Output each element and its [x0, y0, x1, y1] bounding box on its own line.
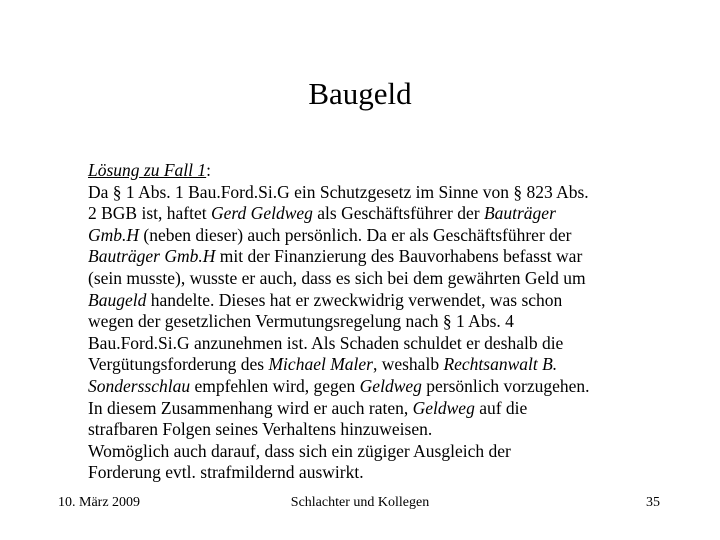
footer-author: Schlachter und Kollegen	[290, 495, 430, 510]
body-line	[88, 462, 688, 484]
emphasized-text: Lösung zu Fall 1	[88, 160, 207, 180]
footer-page-number: 35	[646, 495, 660, 510]
emphasized-text: Bauträger Gmb.H	[88, 246, 216, 267]
emphasized-text: Baugeld	[88, 289, 147, 310]
emphasized-text: Michael Maler	[268, 354, 373, 375]
body-line	[88, 354, 688, 376]
body-line	[88, 160, 688, 182]
emphasized-text: Bauträger	[483, 203, 556, 224]
body-text-run: 2 BGB ist, haftet	[88, 203, 211, 224]
body-text-run: , weshalb	[372, 354, 444, 375]
body-text-run: empfehlen wird, gegen	[190, 375, 360, 396]
body-text-run: Bau.Ford.Si.G anzunehmen ist. Als Schaden schuldet er deshalb die	[88, 332, 564, 353]
body-text-run: :	[206, 160, 212, 180]
body-line	[88, 398, 688, 420]
body-line	[88, 203, 688, 225]
body-text-run: mit der Finanzierung des Bauvorhabens befasst war	[215, 246, 583, 267]
body-text-run: (sein musste), wusste er auch, dass es sich bei dem gewährten Geld um	[88, 267, 586, 288]
body-line	[88, 376, 688, 398]
body-line	[88, 268, 688, 290]
body-line	[88, 290, 688, 312]
body-text-run: Forderung evtl. strafmildernd auswirkt.	[88, 462, 364, 483]
body-text-run: persönlich vorzugehen.	[421, 375, 590, 396]
slide-body-text	[88, 160, 688, 484]
emphasized-text: Gerd Geldweg	[210, 203, 313, 224]
footer-date: 10. März 2009	[58, 495, 141, 510]
emphasized-text: Sondersschlau	[88, 375, 191, 396]
body-line	[88, 441, 688, 463]
body-text-run: (neben dieser) auch persönlich. Da er als Geschäftsführer der	[139, 224, 572, 245]
body-text-run: wegen der gesetzlichen Vermutungsregelung nach § 1 Abs. 4	[88, 311, 514, 332]
body-line	[88, 333, 688, 355]
slide-title: Baugeld	[308, 76, 412, 111]
body-text-run: strafbaren Folgen seines Verhaltens hinzuweisen.	[88, 419, 433, 440]
body-line	[88, 311, 688, 333]
emphasized-text: Geldweg	[359, 375, 422, 396]
body-line	[88, 419, 688, 441]
body-text-run: als Geschäftsführer der	[312, 203, 484, 224]
body-text-run: Vergütungsforderung des	[88, 354, 269, 375]
body-line	[88, 225, 688, 247]
body-text-run: Womöglich auch darauf, dass sich ein zügiger Ausgleich der	[88, 440, 511, 461]
body-line	[88, 246, 688, 268]
body-text-run: In diesem Zusammenhang wird er auch raten,	[88, 397, 413, 418]
body-text-run: handelte. Dieses hat er zweckwidrig verwendet, was schon	[146, 289, 563, 310]
body-text-run: auf die	[474, 397, 528, 418]
emphasized-text: Gmb.H	[88, 224, 140, 245]
body-text-run: Da § 1 Abs. 1 Bau.Ford.Si.G ein Schutzgesetz im Sinne von § 823 Abs.	[88, 181, 589, 202]
emphasized-text: Rechtsanwalt B.	[443, 354, 558, 375]
body-line	[88, 182, 688, 204]
emphasized-text: Geldweg	[412, 397, 475, 418]
